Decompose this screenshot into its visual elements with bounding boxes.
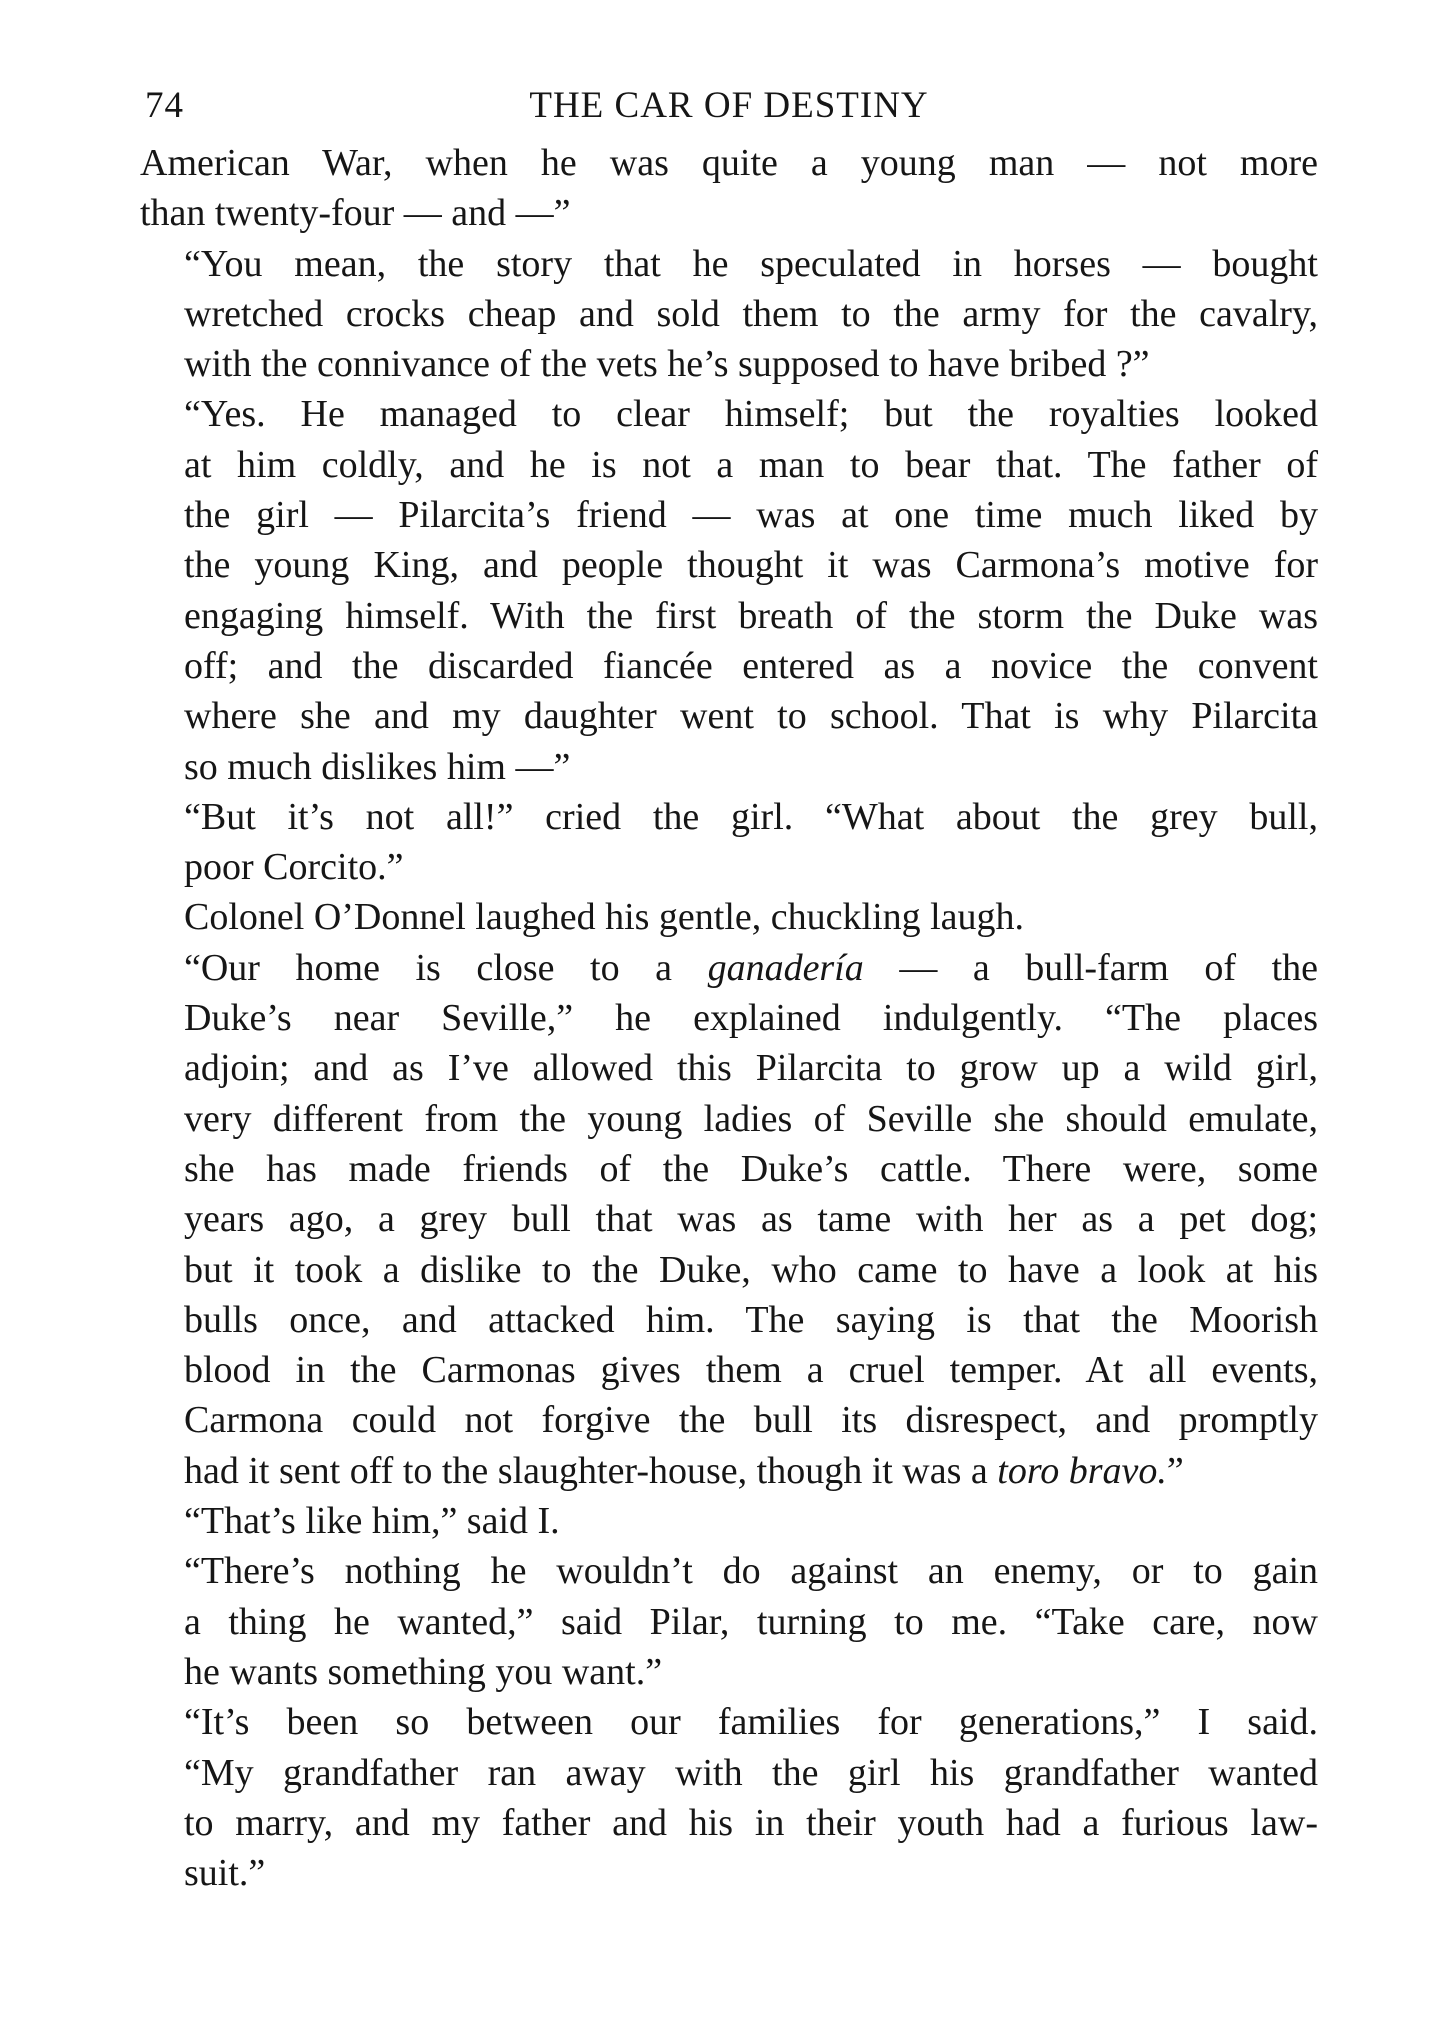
paragraph [140, 138, 1318, 239]
text-line: the girl — Pilarcita’s friend — was at one time much liked by [184, 494, 1318, 537]
text-line: very different from the young ladies of Seville she should emulate, [184, 1097, 1318, 1140]
text-line: where she and my daughter went to school. That is why Pilarcita [184, 695, 1318, 738]
running-title: THE CAR OF DESTINY [529, 85, 929, 126]
text-line: “But it’s not all!” cried the girl. “What about the grey bull, [184, 795, 1318, 838]
text-line: with the connivance of the vets he’s supposed to have bribed ?” [184, 343, 1150, 386]
text-line: years ago, a grey bull that was as tame with her as a pet dog; [184, 1198, 1318, 1241]
text-line: Carmona could not forgive the bull its disrespect, and promptly [184, 1399, 1318, 1442]
text-line: “It’s been so between our families for generations,” I said. [184, 1701, 1318, 1744]
text-line: bulls once, and attacked him. The saying is that the Moorish [184, 1298, 1318, 1341]
text-line: than twenty-four — and —” [140, 192, 571, 235]
text-line: he wants something you want.” [184, 1650, 663, 1693]
text-line: engaging himself. With the first breath of the storm the Duke was [184, 594, 1318, 637]
text-line: “Yes. He managed to clear himself; but the royalties looked [184, 393, 1318, 436]
text-line: so much dislikes him —” [184, 745, 571, 788]
text-line: the young King, and people thought it was Carmona’s motive for [184, 544, 1318, 587]
text-line: off; and the discarded fiancée entered as a novice the convent [184, 644, 1318, 687]
page-number: 74 [145, 85, 184, 126]
text-line: to marry, and my father and his in their youth had a furious law- [184, 1801, 1318, 1844]
paragraph [140, 1546, 1318, 1697]
text-line: Duke’s near Seville,” he explained indulgently. “The places [184, 997, 1318, 1040]
text-line: poor Corcito.” [184, 846, 404, 889]
text-line: but it took a dislike to the Duke, who came to have a look at his [184, 1248, 1318, 1291]
text-line: “You mean, the story that he speculated in horses — bought [184, 242, 1318, 285]
text-segment: ” [1166, 1449, 1184, 1492]
text-line: suit.” [184, 1852, 266, 1895]
paragraph [140, 389, 1318, 791]
text-segment: — a bull-farm of the [863, 946, 1318, 989]
text-line: adjoin; and as I’ve allowed this Pilarcita to grow up a wild girl, [184, 1047, 1318, 1090]
book-page [140, 80, 1318, 1898]
text-line: “My grandfather ran away with the girl his grandfather wanted [184, 1751, 1318, 1794]
paragraph [140, 239, 1318, 390]
paragraph [140, 943, 1318, 1496]
text-line: wretched crocks cheap and sold them to the army for the cavalry, [184, 292, 1318, 335]
paragraph [140, 1496, 1318, 1546]
italic-term: toro bravo. [997, 1449, 1167, 1492]
italic-term: ganadería [707, 946, 864, 989]
text-segment: “Our home is close to a [184, 946, 708, 989]
paragraph [140, 1697, 1318, 1898]
paragraph [140, 892, 1318, 942]
text-segment: had it sent off to the slaughter-house, though it was a [184, 1449, 998, 1492]
text-line: a thing he wanted,” said Pilar, turning to me. “Take care, now [184, 1600, 1318, 1643]
text-line: American War, when he was quite a young man — not more [140, 142, 1318, 184]
text-line: she has made friends of the Duke’s cattle. There were, some [184, 1147, 1318, 1190]
text-line [140, 943, 1318, 993]
body-text [140, 138, 1318, 1898]
text-line: Colonel O’Donnel laughed his gentle, chuckling laugh. [184, 896, 1025, 939]
text-line: at him coldly, and he is not a man to bear that. The father of [184, 443, 1318, 486]
text-line: “That’s like him,” said I. [184, 1500, 560, 1543]
page-header [140, 80, 1318, 132]
paragraph [140, 792, 1318, 893]
text-line: “There’s nothing he wouldn’t do against an enemy, or to gain [184, 1550, 1318, 1593]
text-line [140, 1446, 1318, 1496]
text-line: blood in the Carmonas gives them a cruel temper. At all events, [184, 1349, 1318, 1392]
